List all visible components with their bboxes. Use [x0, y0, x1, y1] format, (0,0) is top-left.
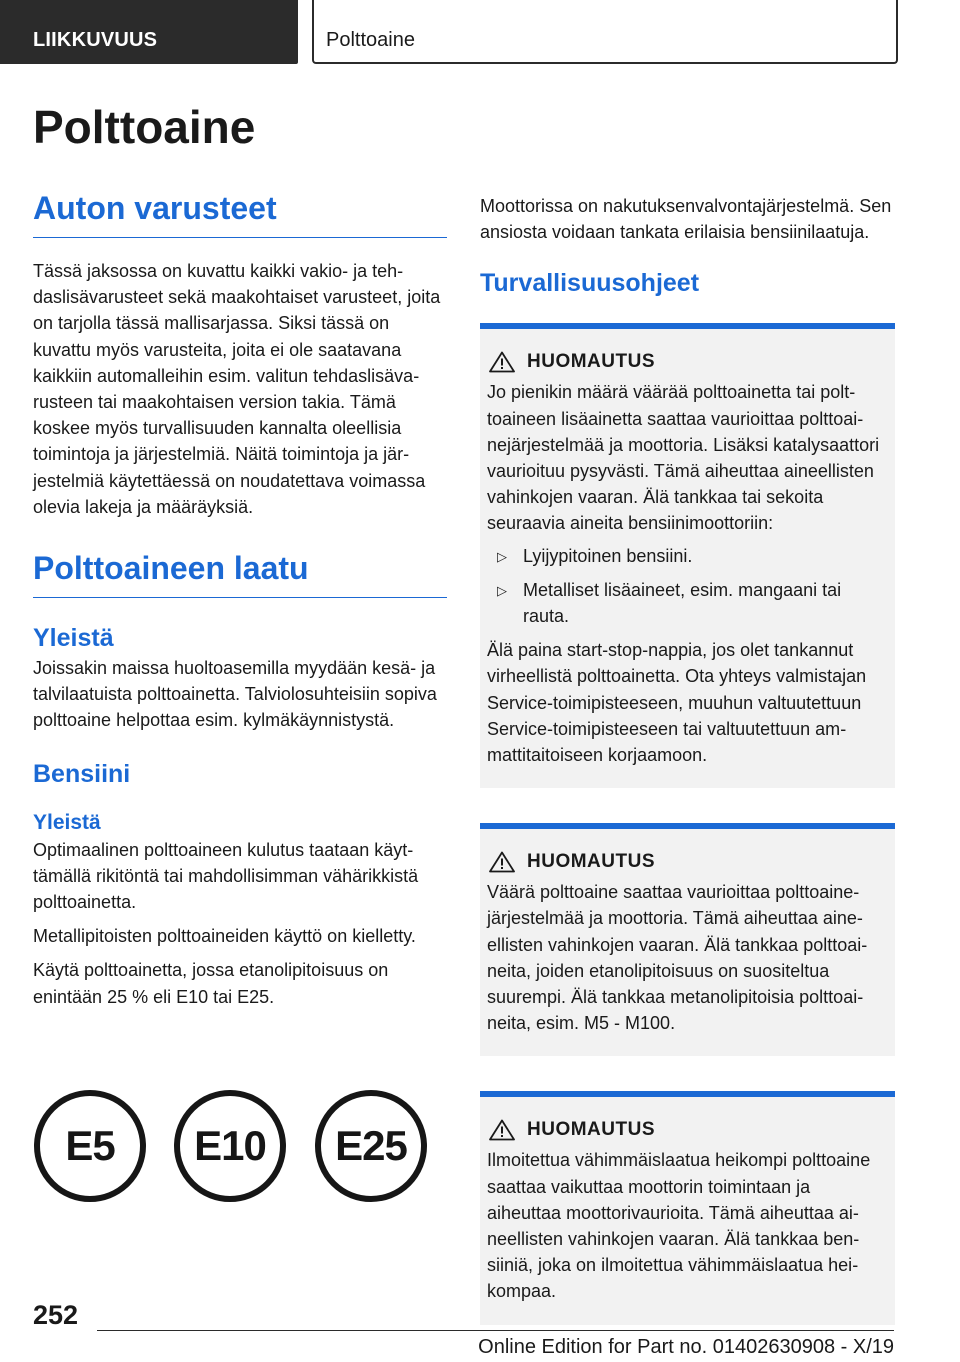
petrol-paragraph-2: Metallipitoisten polttoaineiden käyttö on kielletty. [33, 926, 416, 947]
warning-triangle-icon [489, 1119, 515, 1141]
fuel-badge-e10-label: E10 [194, 1122, 266, 1169]
notice-box-2 [480, 823, 895, 1056]
notice-header [487, 1119, 887, 1141]
fuel-badge-e10 [174, 1090, 286, 1202]
list-item [487, 577, 887, 629]
notice-label: HUOMAUTUS [527, 351, 655, 373]
fuel-badge-e5 [34, 1090, 146, 1202]
knock-control-text: Moottorissa on nakutuksenvalvontajärjestelmä. Sen ansiosta voidaan tankata erilaisia bensiinilaatuja. [480, 196, 892, 243]
notice-text: Väärä polttoaine saattaa vaurioittaa polttoainejärjestelmää ja moottoria. Tämä aiheuttaa aineellisten vahinkojen vaaran. Älä tankkaa polttoaineita, joiden etanolipitoisuus on suositeltua suurempi. Älä tankkaa metanolipitoisia polttoaineita, esim. M5 - M100. [487, 882, 868, 1034]
quality-general-text: Joissakin maissa huoltoasemilla myydään kesä- ja talvilaatuista polttoainetta. Talviolosuhteisiin sopiva polttoaine helpottaa esim. kylmäkäynnistystä. [33, 658, 437, 731]
notice-box-1 [480, 323, 895, 788]
page-number: 252 [33, 1300, 79, 1330]
left-column [33, 190, 447, 1010]
notice-label: HUOMAUTUS [527, 1119, 655, 1141]
fuel-badge-e25 [315, 1090, 427, 1202]
notice-after-text: Älä paina start-stop-nappia, jos olet tankannut virheellistä polttoainetta. Ota yhteys valmistajan Service-toimipisteeseen, muuhun valtuutettuun Service-toimipisteeseen tai valtuutettuun ammattitaitoiseen korjaamoon. [487, 640, 867, 766]
petrol-paragraph-3: Käytä polttoainetta, jossa etanolipitoisuus on enintään 25 % eli E10 tai E25. [33, 960, 389, 1007]
quality-general-heading: Yleistä [33, 624, 114, 653]
chapter-label: LIIKKUVUUS [33, 29, 158, 51]
petrol-general-heading: Yleistä [33, 810, 101, 834]
fuel-quality-heading: Polttoaineen laatu [33, 550, 447, 598]
notice-label: HUOMAUTUS [527, 851, 655, 873]
edition-footer: Online Edition for Part no. 01402630908 - X/19 [478, 1336, 894, 1358]
fuel-badge-e5-label: E5 [65, 1122, 115, 1169]
notice-text: Ilmoitettua vähimmäislaatua heikompi polttoaine saattaa vaikuttaa moottorin toimintaan ja aiheuttaa moottorivaurioita. Tämä aiheuttaa aineellisten vahinkojen vaaran. Älä tankkaa bensiiniä, joka on ilmoitettua vähimmäislaatua heikompaa. [487, 1150, 871, 1302]
section-tab [312, 0, 898, 64]
triangle-bullet-icon: ▷ [497, 548, 507, 564]
warning-triangle-icon [489, 351, 515, 373]
notice-text: Jo pienikin määrä väärää polttoainetta tai polttoaineen lisäainetta saattaa vaurioittaa polttoainejärjestelmää ja moottoria. Lisäksi katalysaattori vaurioituu pysyvästi. Tämä aiheuttaa aineellisten vahinkojen vaaran. Älä tankkaa tai sekoita seuraavia aineita bensiinimoottoriin: [487, 382, 880, 534]
petrol-heading: Bensiini [33, 759, 131, 788]
warning-triangle-icon [489, 851, 515, 873]
page-title: Polttoaine [33, 101, 256, 153]
notice-header [487, 351, 887, 373]
notice-bullet-list [487, 543, 887, 630]
notice-box-3 [480, 1091, 895, 1324]
section-label: Polttoaine [326, 29, 415, 51]
list-item-text: Lyijypitoinen bensiini. [523, 545, 693, 566]
list-item-text: Metalliset lisäaineet, esim. mangaani tai rauta. [523, 579, 842, 627]
list-item [487, 543, 887, 569]
fuel-grade-badges [34, 1090, 444, 1190]
fuel-badge-e25-label: E25 [335, 1122, 407, 1169]
triangle-bullet-icon: ▷ [497, 582, 507, 598]
equipment-heading: Auton varusteet [33, 190, 447, 238]
footer-divider [97, 1330, 894, 1331]
safety-heading: Turvallisuusohjeet [480, 269, 700, 298]
notice-header [487, 851, 887, 873]
petrol-paragraph-1: Optimaalinen polttoaineen kulutus taataan käyttämällä rikitöntä tai mahdollisimman vähärikkistä polttoainetta. [33, 839, 419, 913]
right-column [480, 193, 895, 1325]
equipment-text: Tässä jaksossa on kuvattu kaikki vakio- ja tehdaslisävarusteet sekä maakohtaiset varusteet, joita on tarjolla tässä mallisarjassa. Siksi tässä on kuvattu myös varusteita, joita ei ole saatavana kaikkiin automalleihin esim. valitun tehdaslisävarusteen tai maakohtaisen version takia. Tämä koskee myös turvallisuuden kannalta oleellisia toimintoja ja järjestelmiä. Näitä toimintoja ja järjestelmiä käytettäessä on noudatettava voimassa olevia lakeja ja määräyksiä. [33, 261, 441, 517]
chapter-tab [0, 0, 298, 64]
